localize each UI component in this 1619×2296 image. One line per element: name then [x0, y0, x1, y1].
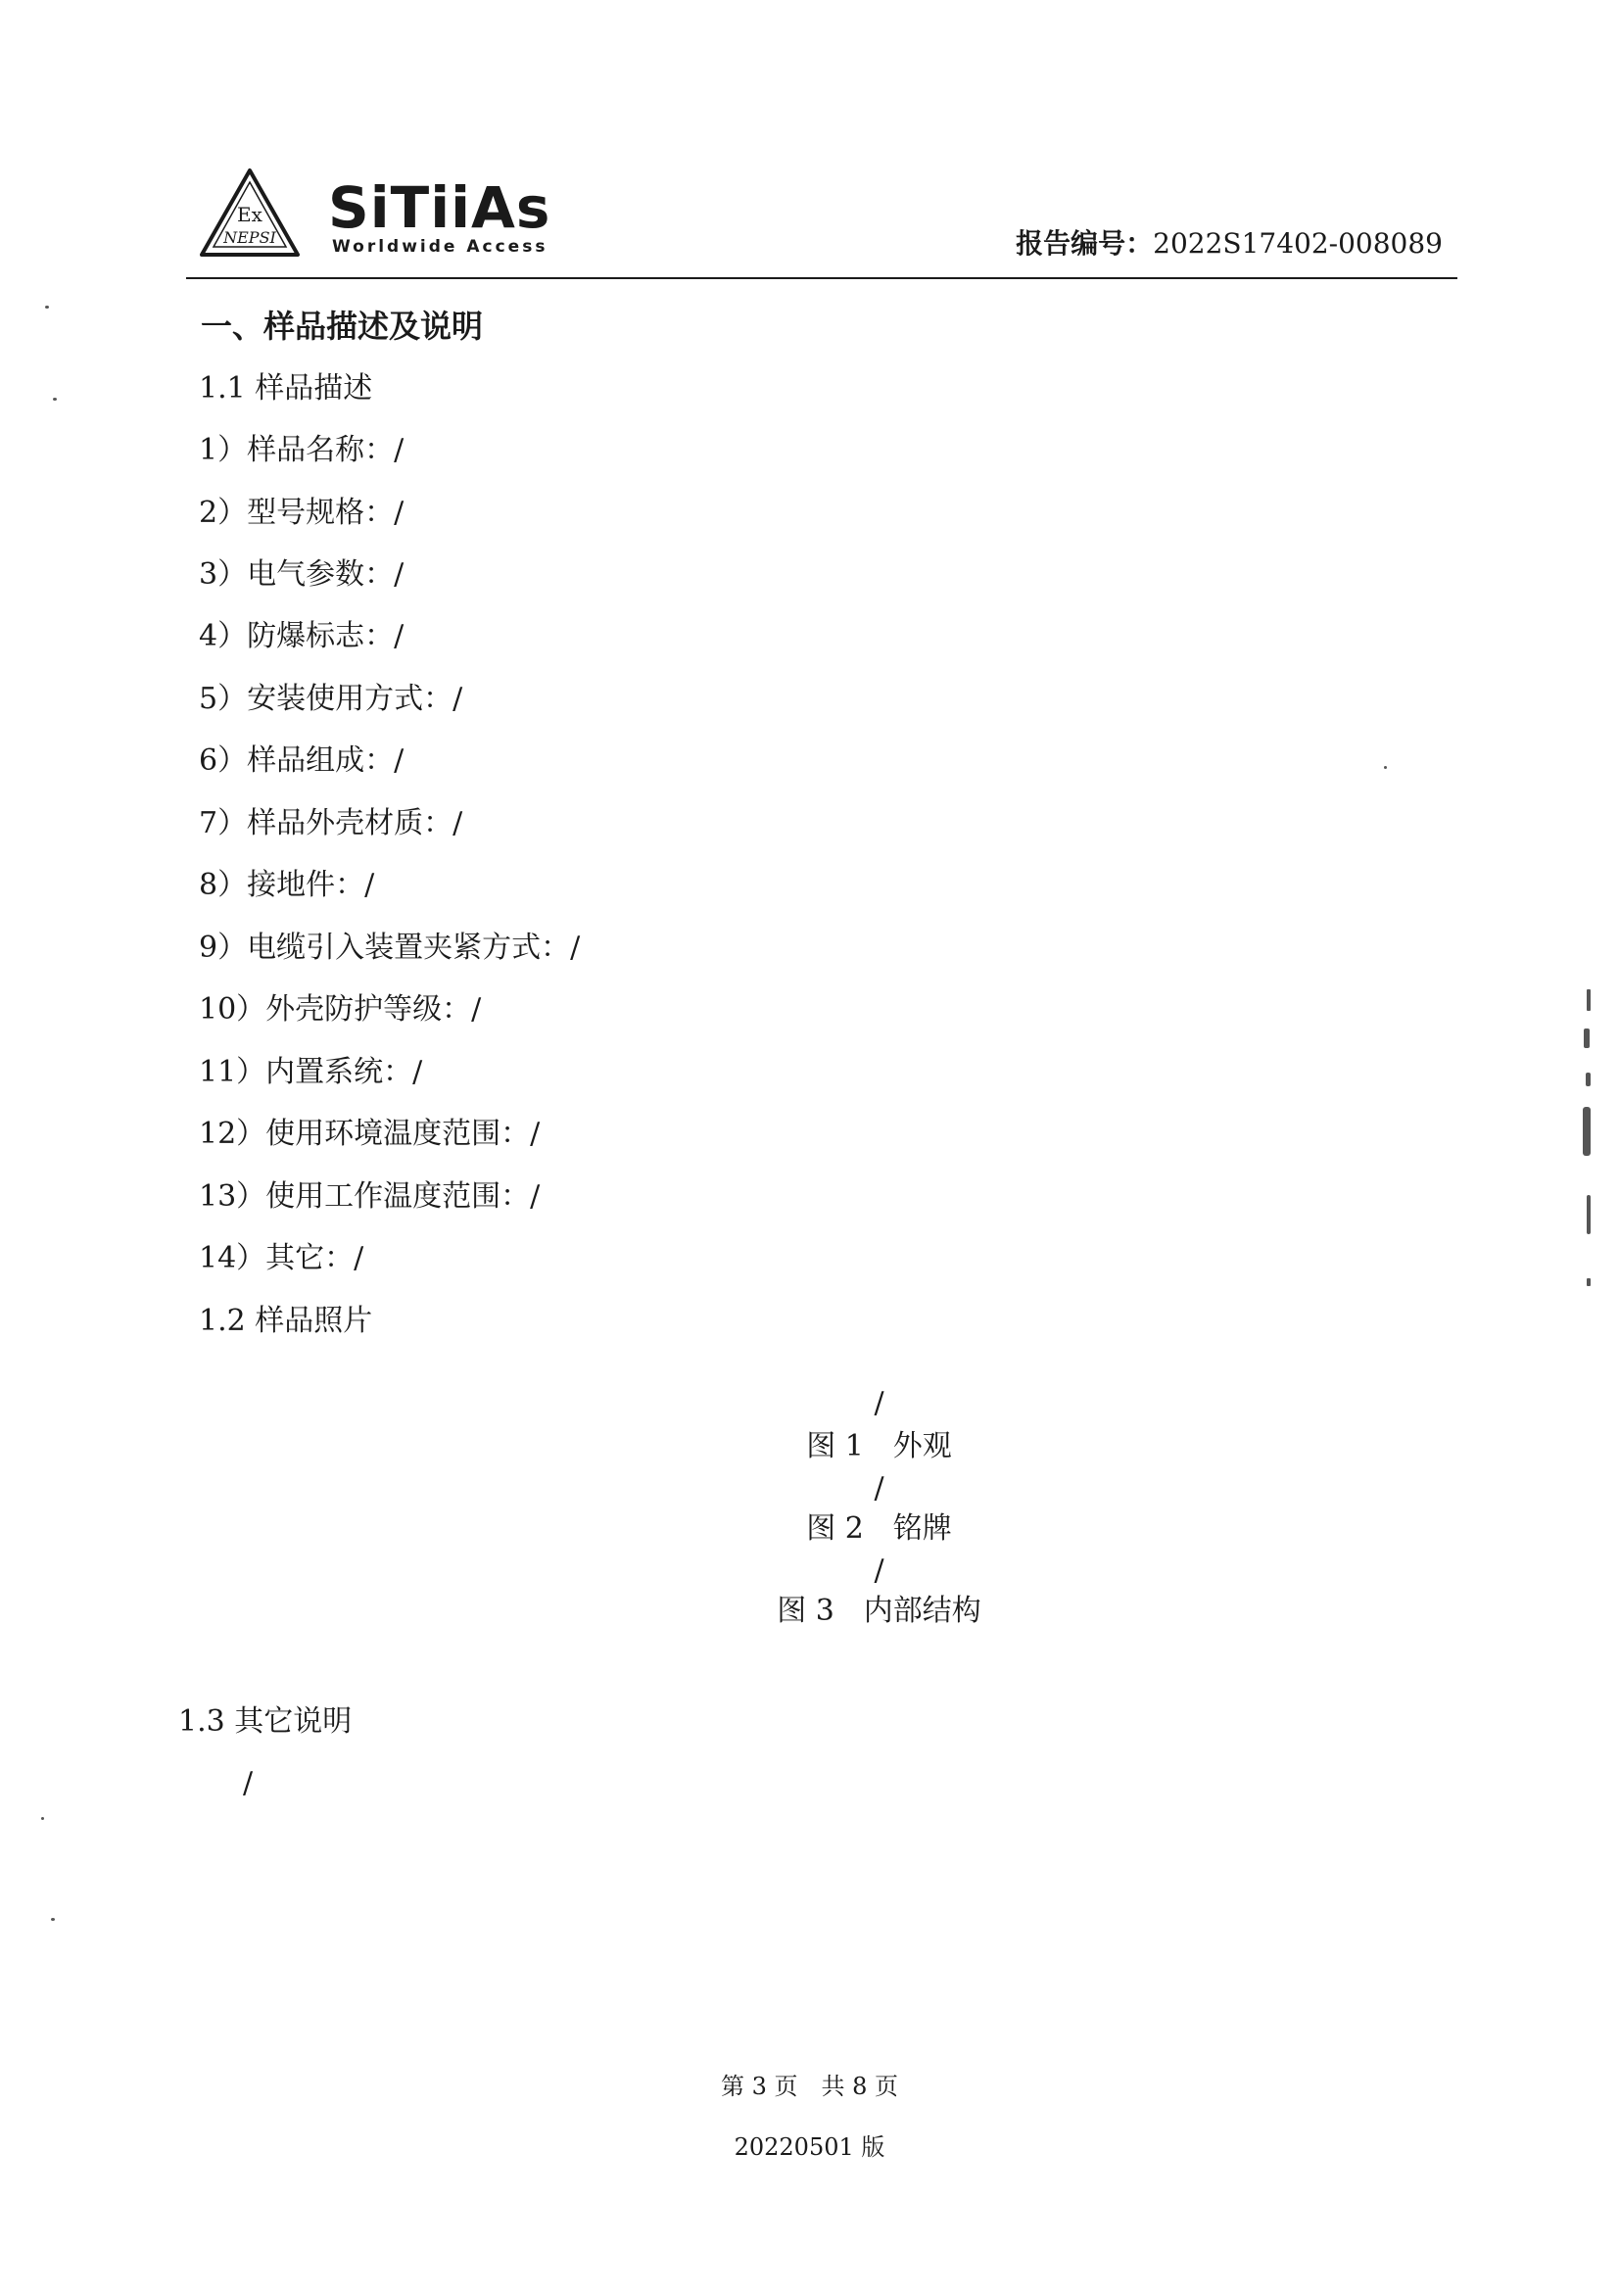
report-number	[1016, 227, 1443, 261]
item-other: 14）其它：/	[199, 1241, 364, 1275]
scan-speck	[45, 306, 49, 309]
subsection-1-1-title: 1.1 样品描述	[199, 371, 373, 406]
scan-speck	[1587, 1278, 1591, 1286]
other-notes-value: /	[243, 1766, 254, 1800]
scan-speck	[1587, 1195, 1591, 1234]
scan-speck	[1584, 1028, 1590, 1048]
item-ambient-temp-range: 12）使用环境温度范围：/	[199, 1117, 541, 1151]
scan-speck	[1384, 766, 1387, 769]
logo-ex-text: Ex	[237, 203, 262, 226]
figure-3-placeholder: /	[874, 1554, 884, 1588]
page-number: 第 3 页 共 8 页	[720, 2073, 899, 2100]
figure-3-caption: 图 3 内部结构	[777, 1594, 981, 1628]
logo-nepsi-text: NEPSI	[223, 228, 276, 247]
item-cable-entry-clamping: 9）电缆引入装置夹紧方式：/	[199, 931, 581, 965]
figure-2-caption: 图 2 铭牌	[806, 1511, 952, 1546]
version-label: 20220501 版	[734, 2133, 885, 2161]
report-number-label: 报告编号：	[1016, 227, 1154, 260]
header-divider	[186, 277, 1457, 279]
item-installation-method: 5）安装使用方式：/	[199, 682, 463, 716]
item-model-spec: 2）型号规格：/	[199, 496, 405, 530]
figure-1-placeholder: /	[874, 1386, 884, 1420]
nepsi-logo	[196, 165, 304, 263]
figure-1-caption: 图 1 外观	[806, 1429, 952, 1463]
figure-2-placeholder: /	[874, 1471, 884, 1506]
report-number-value: 2022S17402-008089	[1153, 227, 1443, 260]
item-working-temp-range: 13）使用工作温度范围：/	[199, 1179, 541, 1214]
scan-speck	[41, 1817, 44, 1820]
scan-speck	[53, 398, 57, 401]
scan-speck	[1587, 989, 1591, 1011]
subsection-1-3-title: 1.3 其它说明	[178, 1704, 353, 1739]
item-enclosure-material: 7）样品外壳材质：/	[199, 806, 463, 840]
item-ex-marking: 4）防爆标志：/	[199, 619, 405, 653]
scan-speck	[51, 1918, 55, 1921]
item-grounding: 8）接地件：/	[199, 868, 375, 902]
scan-speck	[1586, 1073, 1591, 1086]
item-ip-rating: 10）外壳防护等级：/	[199, 992, 482, 1027]
subsection-1-2-title: 1.2 样品照片	[199, 1304, 373, 1338]
scan-speck	[1583, 1107, 1591, 1156]
item-sample-composition: 6）样品组成：/	[199, 743, 405, 778]
item-sample-name: 1）样品名称：/	[199, 433, 405, 467]
logo-wordmark: SiTiiAs	[328, 174, 551, 241]
sitiias-logo	[328, 174, 573, 258]
logo-tagline: Worldwide Access	[332, 237, 548, 257]
item-built-in-system: 11）内置系统：/	[199, 1055, 423, 1089]
section-title: 一、样品描述及说明	[201, 308, 484, 345]
item-electrical-params: 3）电气参数：/	[199, 557, 405, 592]
